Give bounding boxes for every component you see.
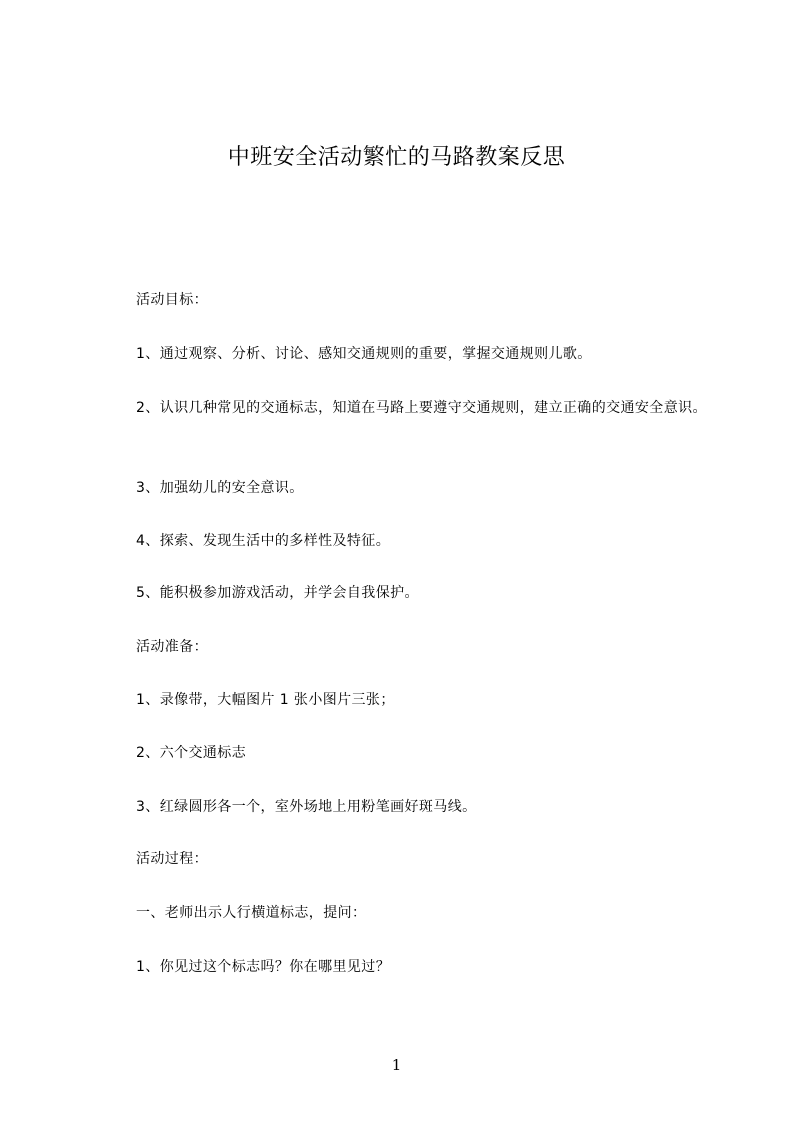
goal-item-3: 3、加强幼儿的安全意识。	[136, 480, 304, 496]
section-heading-preparation: 活动准备：	[136, 639, 208, 655]
document-title: 中班安全活动繁忙的马路教案反思	[227, 145, 566, 170]
goal-item-4: 4、探索、发现生活中的多样性及特征。	[136, 533, 391, 549]
section-heading-goals: 活动目标：	[136, 292, 208, 308]
preparation-item-1: 1、录像带，大幅图片 1 张小图片三张；	[136, 692, 395, 708]
goal-item-1: 1、通过观察、分析、讨论、感知交通规则的重要，掌握交通规则儿歌。	[136, 346, 592, 362]
goal-item-5: 5、能积极参加游戏活动，并学会自我保护。	[136, 585, 419, 601]
preparation-item-2: 2、六个交通标志	[136, 745, 247, 761]
process-step-1: 一、老师出示人行横道标志，提问：	[136, 905, 367, 921]
goal-item-2: 2、认识几种常见的交通标志，知道在马路上要遵守交通规则，建立正确的交通安全意识。	[136, 400, 707, 416]
preparation-item-3: 3、红绿圆形各一个，室外场地上用粉笔画好斑马线。	[136, 799, 477, 815]
process-question-1: 1、你见过这个标志吗？你在哪里见过？	[136, 959, 391, 975]
page-number: 1	[391, 1056, 402, 1074]
section-heading-process: 活动过程：	[136, 851, 208, 867]
